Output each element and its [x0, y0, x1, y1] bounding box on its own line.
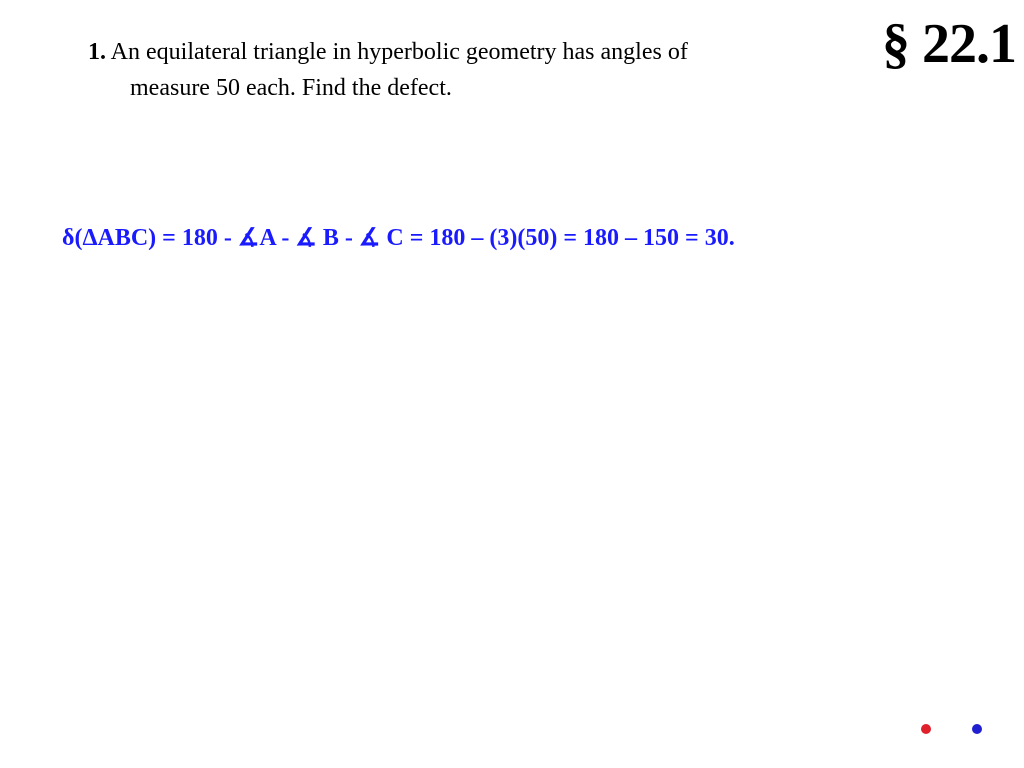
problem-text-1: An equilateral triangle in hyperbolic geometry has angles of: [106, 39, 688, 65]
problem-line-1: [88, 34, 808, 70]
previous-slide-dot[interactable]: [921, 724, 931, 734]
section-title: § 22.1: [882, 13, 1016, 75]
problem-number: 1.: [88, 39, 106, 65]
solution-text: δ(ΔABC) = 180 - ∡A - ∡ B - ∡ C = 180 – (3)(50) = 180 – 150 = 30.: [62, 225, 735, 251]
next-slide-dot[interactable]: [972, 724, 982, 734]
problem-line-2: measure 50 each. Find the defect.: [130, 75, 452, 101]
problem-statement: [88, 34, 808, 106]
